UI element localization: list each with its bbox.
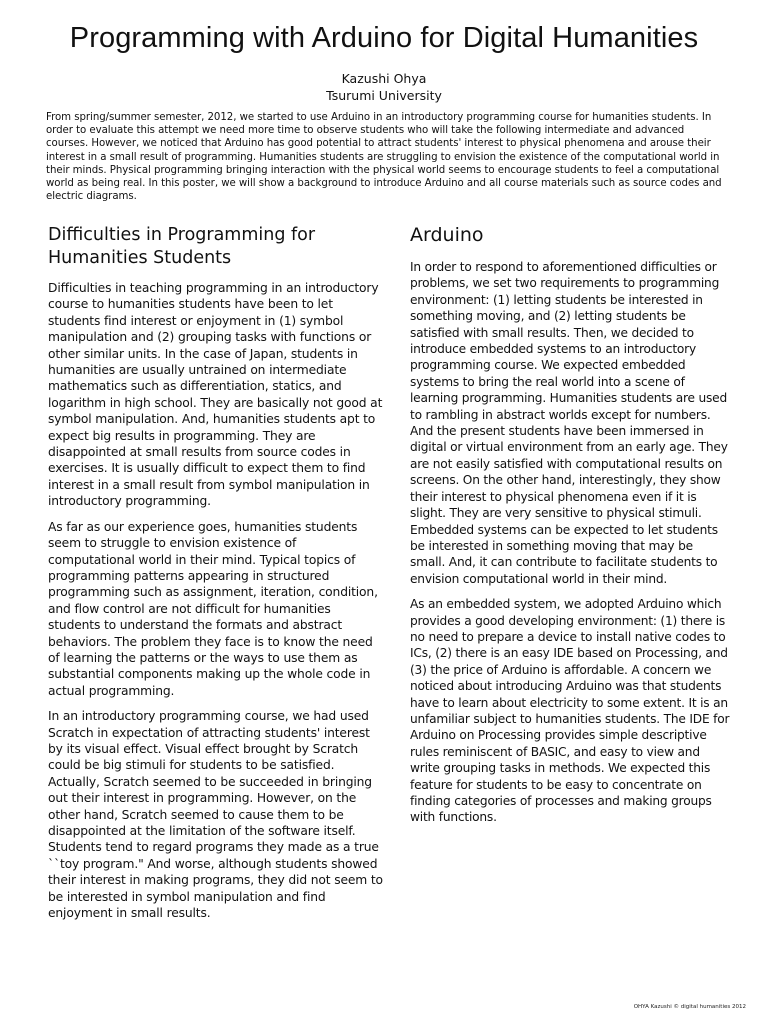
- paragraph: As an embedded system, we adopted Arduino which provides a good developing environment: (1) there is no need to prepare a device to install native codes to ICs, (2) there is an easy IDE based on Processing, and (3) the price of Arduino is affordable. A concern we noticed about introducing Arduino was that students have to learn about electricity to some extent. It is an unfamiliar subject to humanities students. The IDE for Arduino on Processing provides simple descriptive rules reminiscent of BASIC, and easy to view and write grouping tasks in methods. We expected this feature for students to be easy to concentrate on finding categories of processes and making groups with functions.: [410, 597, 730, 825]
- paragraph: In order to respond to aforementioned difficulties or problems, we set two requirements to programming environment: (1) letting students be interested in something moving, and (2) letting students be satisfied with small results. Then, we decided to introduce embedded systems to an introductory programming course. We expected embedded systems to bring the real world into a scene of learning programming. Humanities students are used to rambling in abstract worlds except for numbers. And the present students have been immersed in digital or virtual environment from an early age. They are not easily satisfied with computational results on screens. On the other hand, interestingly, they show their interest to physical phenomena even if it is slight. They are very sensitive to physical stimuli. Embedded systems can be expected to let students be interested in something moving that may be small. And, it can contribute to facilitate students to envision computational world in their mind.: [410, 260, 728, 586]
- author-affiliation: Tsurumi University: [326, 88, 442, 103]
- paragraph: Difficulties in teaching programming in an introductory course to humanities students have been to let students find interest or enjoyment in (1) symbol manipulation and (2) grouping tasks with functions or other similar units. In the case of Japan, students in humanities are usually untrained on intermediate mathematics such as differentiation, statics, and logarithm in high school. They are basically not good at symbol manipulation. And, humanities students apt to expect big results in programming. They are disappointed at small results from source codes in exercises. It is usually difficult to expect them to find interest in a small result from symbol manipulation in introductory programming.: [48, 281, 383, 509]
- footer-copyright: OHYA Kazushi © digital humanities 2012: [633, 1004, 746, 1010]
- paragraph: As far as our experience goes, humanities students seem to struggle to envision existence of computational world in their mind. Typical topics of programming patterns appearing in structured programming such as assignment, iteration, condition, and flow control are not difficult for humanities students to understand the formats and abstract behaviors. The problem they face is to know the need of learning the patterns or the ways to use them as substantial components making up the whole code in actual programming.: [48, 519, 378, 698]
- paragraph: In an introductory programming course, we had used Scratch in expectation of attracting students' interest by its visual effect. Visual effect brought by Scratch could be big stimuli for students to be satisfied. Actually, Scratch seemed to be succeeded in bringing out their interest in programming. However, on the other hand, Scratch seemed to cause them to be disappointed at the limitation of the software itself. Students tend to regard programs they made as a true ``toy program." And worse, although students showed their interest in making programs, they did not seem to be interested in symbol manipulation and find enjoyment in small results.: [48, 709, 383, 921]
- left-column: [48, 224, 383, 930]
- page-title: Programming with Arduino for Digital Humanities: [69, 22, 699, 54]
- author-block: [0, 70, 768, 104]
- author-name: Kazushi Ohya: [341, 71, 427, 86]
- right-column: [410, 224, 730, 835]
- section-heading-arduino: Arduino: [410, 224, 484, 246]
- section-heading-difficulties: Difficulties in Programming for Humanities Students: [48, 225, 316, 268]
- abstract: From spring/summer semester, 2012, we started to use Arduino in an introductory programming course for humanities students. In order to evaluate this attempt we need more time to observe students who will take the following intermediate and advanced courses. However, we noticed that Arduino has good potential to attract students' interest to physical phenomena and arouse their interest in a small result of programming. Humanities students are struggling to envision the existence of the computational world in their minds. Physical programming bringing interaction with the physical world seems to encourage students to feel a computational world as being real. In this poster, we will show a background to introduce Arduino and all course materials such as source codes and electric diagrams.: [46, 112, 722, 203]
